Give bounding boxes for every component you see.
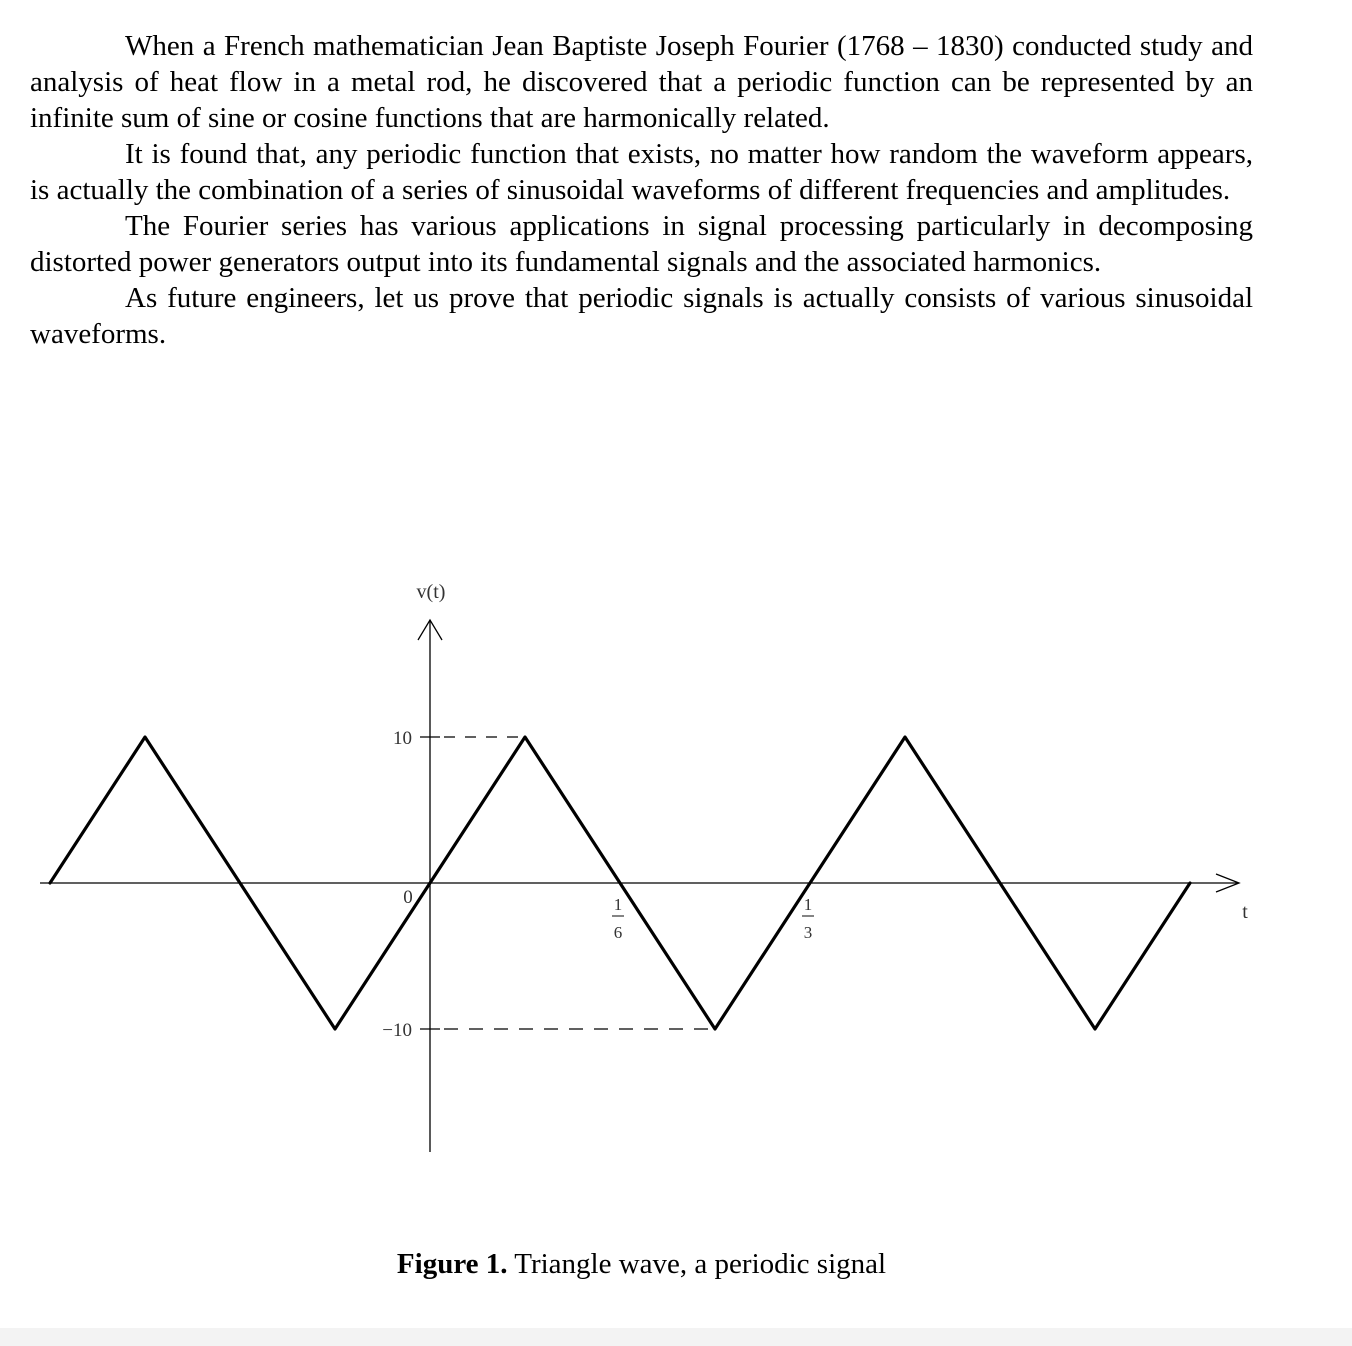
page-bottom-bar bbox=[0, 1328, 1352, 1346]
paragraph-2: It is found that, any periodic function that exists, no matter how random the waveform appears, is actually the combination of a series of sinusoidal waveforms of different frequencies and amplitudes. bbox=[30, 138, 1253, 206]
y-tick-label-10: 10 bbox=[393, 728, 412, 749]
x-tick-denominator: 3 bbox=[803, 923, 813, 942]
x-tick-label-1-6 bbox=[612, 895, 624, 942]
figure-caption-label: Figure 1. bbox=[396, 1248, 508, 1280]
triangle-wave-chart bbox=[0, 560, 1352, 1200]
paragraph-3: The Fourier series has various applications in signal processing particularly in decomposing distorted power generators output into its fundamental signals and the associated harmonics. bbox=[30, 210, 1253, 278]
figure-1 bbox=[0, 560, 1352, 1200]
figure-caption bbox=[0, 1246, 1283, 1282]
x-tick-label-1-3 bbox=[802, 895, 814, 942]
x-tick-denominator: 6 bbox=[613, 923, 623, 942]
y-axis-label: v(t) bbox=[416, 581, 446, 603]
paragraph-1: When a French mathematician Jean Baptiste Joseph Fourier (1768 – 1830) conducted study and analysis of heat flow in a metal rod, he discovered that a periodic function can be represented by an infinite sum of sine or cosine functions that are harmonically related. bbox=[30, 30, 1253, 134]
origin-label: 0 bbox=[403, 887, 413, 908]
paragraph-4: As future engineers, let us prove that periodic signals is actually consists of various sinusoidal waveforms. bbox=[30, 282, 1253, 350]
document-body bbox=[30, 28, 1253, 352]
figure-caption-text: Triangle wave, a periodic signal bbox=[507, 1248, 887, 1280]
x-axis-label: t bbox=[1242, 901, 1248, 923]
y-tick-label-minus-10: −10 bbox=[382, 1020, 412, 1041]
x-tick-numerator: 1 bbox=[613, 895, 623, 914]
x-tick-numerator: 1 bbox=[803, 895, 813, 914]
